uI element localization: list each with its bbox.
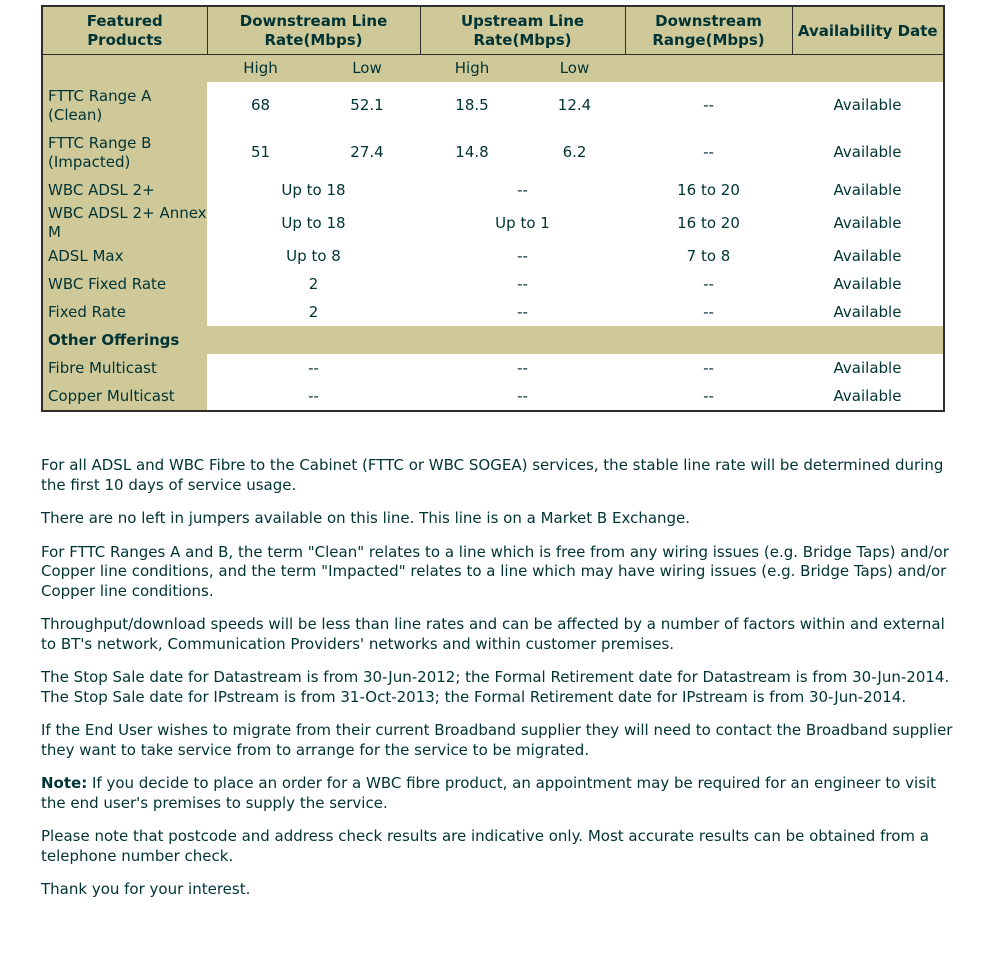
product-name: Fixed Rate — [42, 298, 207, 326]
downstream-value: -- — [308, 358, 319, 377]
downstream-value: Up to 18 — [281, 213, 346, 232]
down-high-value: 51 — [250, 143, 271, 161]
subheader-blank — [42, 55, 207, 83]
up-high-value: 18.5 — [455, 96, 489, 114]
header-downstream-range: Downstream Range(Mbps) — [625, 6, 792, 55]
upstream-value: Up to 1 — [495, 213, 550, 232]
other-offerings-label: Other Offerings — [42, 326, 944, 354]
product-name: WBC ADSL 2+ Annex M — [42, 204, 207, 242]
product-name: WBC ADSL 2+ — [42, 176, 207, 204]
availability-value: Available — [833, 246, 902, 265]
availability-value: Available — [833, 213, 902, 232]
availability-value: Available — [833, 302, 902, 321]
subheader-down-high: High — [207, 55, 314, 83]
down-high-value: 68 — [250, 96, 271, 114]
table-row — [42, 354, 944, 382]
range-value: 7 to 8 — [686, 246, 731, 265]
table-row — [42, 204, 944, 242]
note-throughput: Throughput/download speeds will be less than line rates and can be affected by a number of factors within and external to BT's network, Communication Providers' networks and within customer premises. — [41, 615, 945, 653]
subheader-row — [42, 55, 944, 83]
range-value: -- — [703, 143, 714, 161]
down-low-value: 27.4 — [350, 143, 384, 161]
range-value: -- — [703, 302, 714, 321]
availability-value: Available — [833, 180, 902, 199]
up-low-value: 12.4 — [557, 96, 592, 114]
upstream-value: -- — [517, 358, 528, 377]
note-stop-sale-dates: The Stop Sale date for Datastream is from 30-Jun-2012; the Formal Retirement date for Datastream is from 30-Jun-2014. The Stop Sale date for IPstream is from 31-Oct-2013; the Formal Retirement date for IPstream is from 30-Jun-2014. — [41, 668, 950, 706]
subheader-up-high: High — [420, 55, 524, 83]
note-indicative-results: Please note that postcode and address check results are indicative only. Most accurate results can be obtained from a telephone number check. — [41, 827, 929, 865]
other-offerings-section-row — [42, 326, 944, 354]
table-row — [42, 242, 944, 270]
range-value: -- — [703, 358, 714, 377]
note-migration: If the End User wishes to migrate from their current Broadband supplier they will need to contact the Broadband supplier they want to take service from to arrange for the service to be migrated. — [41, 721, 953, 759]
table-row — [42, 382, 944, 411]
product-name: FTTC Range A (Clean) — [42, 82, 207, 129]
availability-value: Available — [833, 274, 902, 293]
upstream-value: -- — [517, 274, 528, 293]
downstream-value: 2 — [308, 274, 319, 293]
downstream-value: Up to 8 — [286, 246, 341, 265]
note-jumpers: There are no left in jumpers available on this line. This line is on a Market B Exchange. — [41, 509, 691, 527]
header-featured-products: Featured Products — [42, 6, 207, 55]
range-value: -- — [703, 96, 714, 114]
header-row — [42, 6, 944, 55]
upstream-value: -- — [517, 246, 528, 265]
availability-table-container — [41, 5, 943, 412]
product-name: ADSL Max — [42, 242, 207, 270]
header-availability-date: Availability Date — [792, 6, 944, 55]
subheader-blank — [625, 55, 792, 83]
availability-value: Available — [833, 386, 902, 405]
note-appointment-text: If you decide to place an order for a WBC fibre product, an appointment may be required for an engineer to visit the end user's premises to supply the service. — [41, 774, 937, 812]
downstream-value: Up to 18 — [281, 180, 346, 199]
product-name: Fibre Multicast — [42, 354, 207, 382]
downstream-value: -- — [308, 386, 319, 405]
up-high-value: 14.8 — [455, 143, 489, 161]
availability-value: Available — [833, 96, 902, 114]
note-label: Note: — [41, 774, 88, 792]
table-row — [42, 129, 944, 176]
table-row — [42, 270, 944, 298]
note-appointment — [41, 774, 953, 813]
note-stable-line-rate: For all ADSL and WBC Fibre to the Cabinet (FTTC or WBC SOGEA) services, the stable line rate will be determined during the first 10 days of service usage. — [41, 456, 944, 494]
note-thank-you: Thank you for your interest. — [41, 880, 251, 898]
product-name: Copper Multicast — [42, 382, 207, 411]
notes-section — [41, 456, 953, 914]
table-row — [42, 176, 944, 204]
upstream-value: -- — [517, 180, 528, 199]
range-value: -- — [703, 274, 714, 293]
range-value: 16 to 20 — [677, 213, 740, 232]
subheader-down-low: Low — [314, 55, 420, 83]
down-low-value: 52.1 — [350, 96, 384, 114]
subheader-blank — [792, 55, 944, 83]
product-name: FTTC Range B (Impacted) — [42, 129, 207, 176]
downstream-value: 2 — [308, 302, 319, 321]
header-downstream-line-rate: Downstream Line Rate(Mbps) — [207, 6, 420, 55]
subheader-up-low: Low — [524, 55, 625, 83]
availability-value: Available — [833, 358, 902, 377]
note-clean-impacted: For FTTC Ranges A and B, the term "Clean" relates to a line which is free from any wiring issues (e.g. Bridge Taps) and/or Copper line conditions, and the term "Impacted" relates to a line which may have wiring issues (e.g. Bridge Taps) and/or Copper line conditions. — [41, 542, 949, 600]
up-low-value: 6.2 — [562, 143, 587, 161]
range-value: -- — [703, 386, 714, 405]
range-value: 16 to 20 — [677, 180, 740, 199]
table-row — [42, 82, 944, 129]
header-upstream-line-rate: Upstream Line Rate(Mbps) — [420, 6, 625, 55]
upstream-value: -- — [517, 302, 528, 321]
product-name: WBC Fixed Rate — [42, 270, 207, 298]
availability-value: Available — [833, 143, 902, 161]
upstream-value: -- — [517, 386, 528, 405]
availability-table — [41, 5, 945, 412]
table-row — [42, 298, 944, 326]
